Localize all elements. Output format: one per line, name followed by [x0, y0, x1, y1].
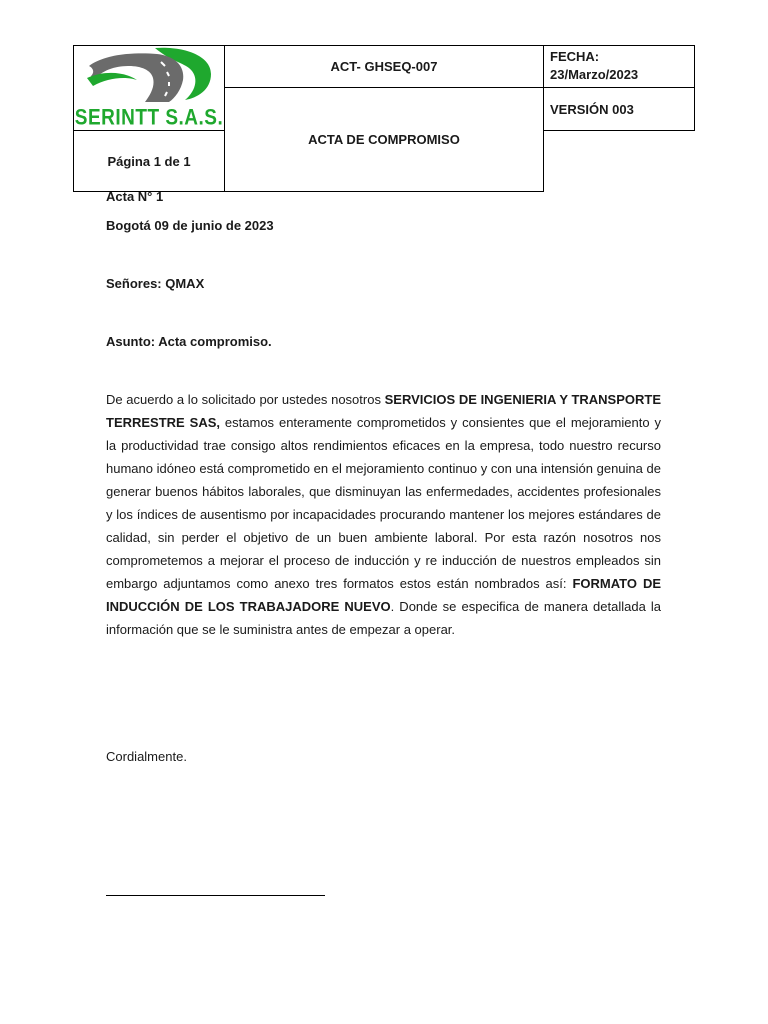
logo-cell — [74, 46, 225, 131]
logo-text: SERINTT S.A.S. — [74, 106, 224, 131]
acta-number: Acta N° 1 — [106, 189, 164, 204]
version-text: VERSIÓN 003 — [550, 101, 634, 117]
document-code — [225, 46, 544, 88]
paragraph-main: estamos enteramente comprometidos y consientes que el mejoramiento y la productividad trae consigo altos rendimientos eficaces en la empresa, todo nuestro recurso humano idóneo está comprometido en el mejoramiento continuo y con una intensión genuina de generar buenos hábitos laborales, que disminuyan las enfermedades, accidentes profesionales y los índices de ausentismo por incapacidades procurando mantener los mejores estándares de calidad, sin perder el objetivo de un buen ambiente laboral. Por esta razón nosotros nos comprometemos a mejorar el proceso de inducción y re inducción de nuestros empleados sin embargo adjuntamos como anexo tres formatos estos están nombrados así: — [106, 415, 661, 591]
place-date: Bogotá 09 de junio de 2023 — [106, 218, 274, 233]
fecha-label: FECHA: — [550, 49, 600, 64]
recipient: Señores: QMAX — [106, 276, 205, 291]
page-number-cell — [74, 131, 225, 192]
subject: Asunto: Acta compromiso. — [106, 334, 272, 349]
paragraph-end: . Donde se especifica de manera detallada la información que se le suministra antes de empezar a operar. — [106, 599, 661, 637]
signature-line — [106, 895, 325, 896]
company-name: SERVICIOS DE INGENIERIA Y TRANSPORTE TERRESTRE SAS, — [106, 392, 662, 430]
letter-body-paragraph — [106, 388, 661, 641]
page-number: Página 1 de 1 — [107, 153, 191, 169]
closing: Cordialmente. — [106, 749, 187, 764]
fecha-value: 23/Marzo/2023 — [550, 67, 639, 82]
document-title-cell — [225, 88, 544, 192]
version-cell — [544, 88, 695, 131]
document-title: ACTA DE COMPROMISO — [308, 132, 460, 147]
document-header-table — [73, 45, 695, 192]
fecha-cell — [544, 46, 695, 88]
document-code-text: ACT- GHSEQ-007 — [330, 59, 438, 74]
serintt-logo-icon — [85, 46, 213, 108]
paragraph-intro: De acuerdo a lo solicitado por ustedes nosotros — [106, 392, 385, 407]
format-name: FORMATO DE INDUCCIÓN DE LOS TRABAJADORE NUEVO — [106, 576, 662, 614]
